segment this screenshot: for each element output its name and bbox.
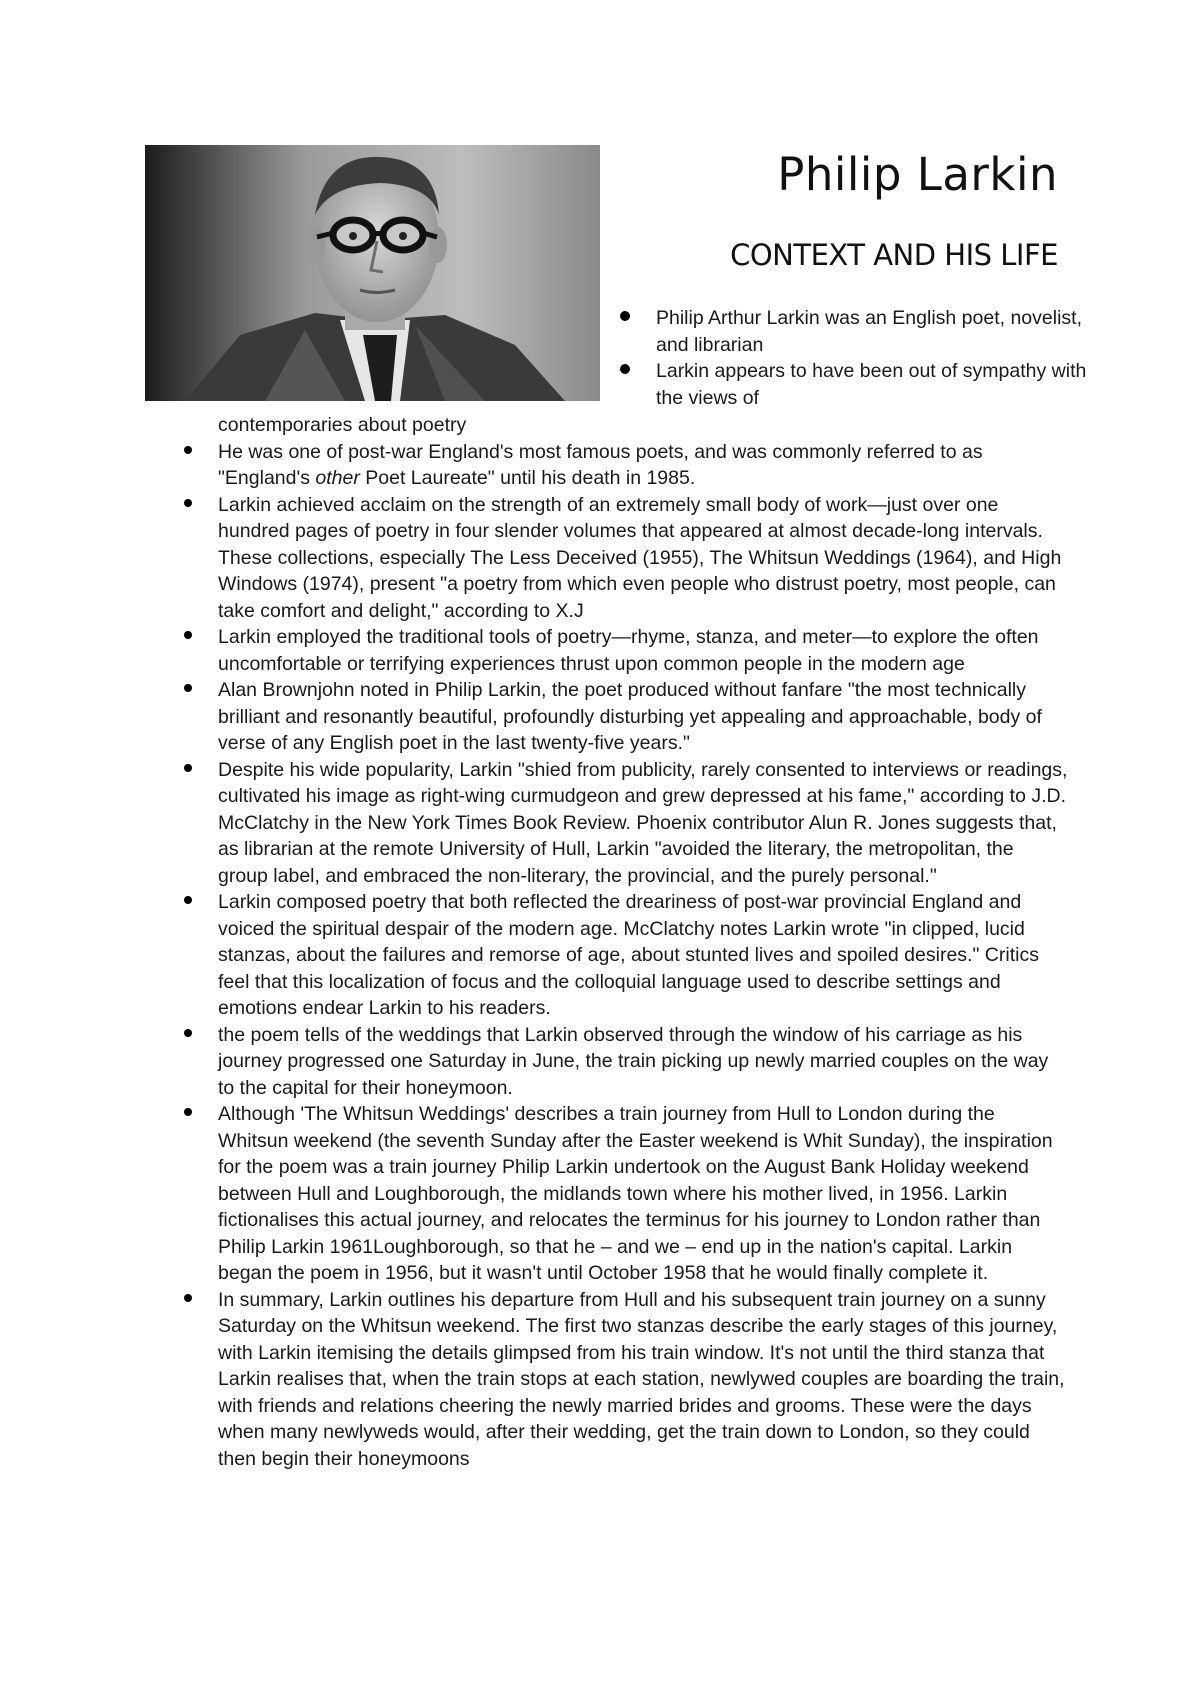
list-item <box>218 624 1068 677</box>
continuation-text: contemporaries about poetry <box>218 414 467 436</box>
list-item <box>656 305 1096 358</box>
bullet-icon <box>184 499 192 507</box>
list-item <box>656 358 1096 411</box>
list-item-text: Larkin achieved acclaim on the strength of an extremely small body of work—just over one hundred pages of poetry in four slender volumes that appeared at almost decade-long intervals. These collections, especially The Less Deceived (1955), The Whitsun Weddings (1964), and High Windows (1974), present "a poetry from which even people who distrust poetry, most people, can take comfort and delight," according to X.J <box>218 493 1062 622</box>
bullet-icon <box>184 446 192 454</box>
list-item <box>218 1287 1068 1473</box>
list-item <box>218 492 1068 625</box>
list-item <box>218 439 1068 492</box>
list-item-text: In summary, Larkin outlines his departure from Hull and his subsequent train journey on a sunny Saturday on the Whitsun weekend. The first two stanzas describe the early stages of this journey, with Larkin itemising the details glimpsed from his train window. It's not until the third stanza that Larkin realises that, when the train stops at each station, newlywed couples are boarding the train, with friends and relations cheering the newly married brides and grooms. These were the days when many newlyweds would, after their wedding, get the train down to London, so they could then begin their honeymoons <box>218 1288 1065 1470</box>
list-item-text: Poet Laureate" until his death in 1985. <box>359 467 696 489</box>
list-item-text: Philip Arthur Larkin was an English poet, novelist, and librarian <box>656 307 1082 356</box>
bullet-icon <box>620 364 630 374</box>
emphasis-text: other <box>315 467 360 489</box>
intro-bullet-list <box>656 305 1096 411</box>
bullet-icon <box>620 311 630 321</box>
list-item <box>218 1101 1068 1287</box>
main-bullet-list <box>218 412 1068 1472</box>
list-item-text: Larkin appears to have been out of sympathy with the views of <box>656 360 1087 409</box>
list-item-text: Alan Brownjohn noted in Philip Larkin, the poet produced without fanfare "the most technically brilliant and resonantly beautiful, profoundly disturbing yet appealing and approachable, body of verse of any English poet in the last twenty-five years." <box>218 679 1042 754</box>
bullet-icon <box>184 1108 192 1116</box>
portrait-photo <box>145 145 600 401</box>
list-item-continuation <box>218 412 1068 439</box>
page-title: Philip Larkin <box>777 148 1058 201</box>
list-item <box>218 1022 1068 1102</box>
list-item-text: Larkin employed the traditional tools of poetry—rhyme, stanza, and meter—to explore the often uncomfortable or terrifying experiences thrust upon common people in the modern age <box>218 626 1039 675</box>
bullet-icon <box>184 631 192 639</box>
list-item <box>218 757 1068 890</box>
section-heading: CONTEXT AND HIS LIFE <box>730 238 1058 272</box>
list-item-text: the poem tells of the weddings that Larkin observed through the window of his carriage as his journey progressed one Saturday in June, the train picking up newly married couples on the way to the capital for their honeymoon. <box>218 1023 1049 1099</box>
list-item <box>218 677 1068 757</box>
bullet-icon <box>184 896 192 904</box>
list-item <box>218 889 1068 1022</box>
bullet-icon <box>184 1294 192 1302</box>
portrait-illustration <box>145 145 600 401</box>
list-item-text: Although 'The Whitsun Weddings' describes a train journey from Hull to London during the Whitsun weekend (the seventh Sunday after the Easter weekend is Whit Sunday), the inspiration for the poem was a train journey Philip Larkin undertook on the August Bank Holiday weekend between Hull and Loughborough, the midlands town where his mother lived, in 1956. Larkin fictionalises this actual journey, and relocates the terminus for his journey to London rather than Philip Larkin 1961Loughborough, so that he – and we – end up in the nation's capital. Larkin began the poem in 1956, but it wasn't until October 1958 that he would finally complete it. <box>218 1103 1053 1284</box>
list-item-text: Larkin composed poetry that both reflected the dreariness of post-war provincial England and voiced the spiritual despair of the modern age. McClatchy notes Larkin wrote "in clipped, lucid stanzas, about the failures and remorse of age, about stunted lives and spoiled desires." Critics feel that this localization of focus and the colloquial language used to describe settings and emotions endear Larkin to his readers. <box>218 891 1039 1019</box>
list-item-text: Despite his wide popularity, Larkin "shied from publicity, rarely consented to interviews or readings, cultivated his image as right-wing curmudgeon and grew depressed at his fame," according to J.D. McClatchy in the New York Times Book Review. Phoenix contributor Alun R. Jones suggests that, as librarian at the remote University of Hull, Larkin "avoided the literary, the metropolitan, the group label, and embraced the non-literary, the provincial, and the purely personal." <box>218 758 1068 887</box>
bullet-icon <box>184 764 192 772</box>
bullet-icon <box>184 1029 192 1037</box>
bullet-icon <box>184 684 192 692</box>
list-item-text: He was one of post-war England's most famous poets, and was commonly referred to as "England's <box>218 440 983 489</box>
